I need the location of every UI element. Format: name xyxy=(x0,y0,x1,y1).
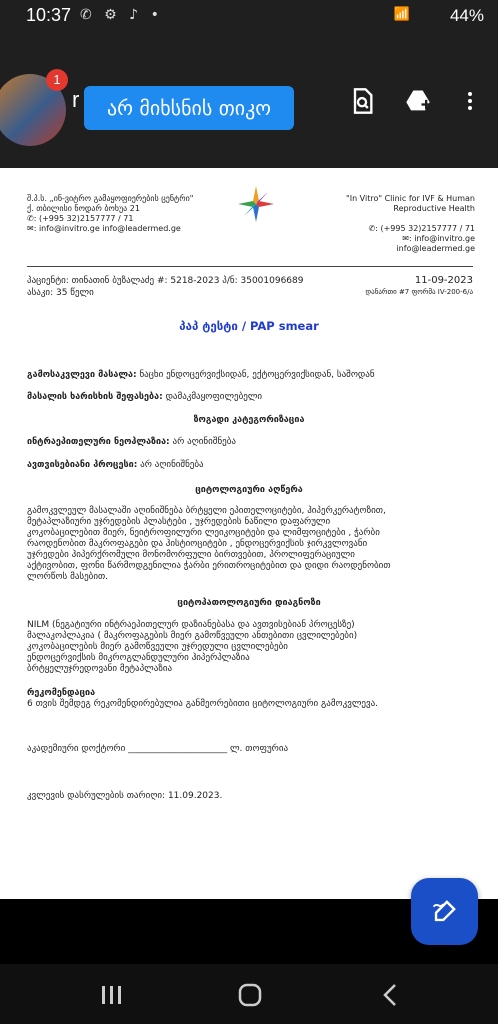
letterhead-line: ✆: (+995 32)2157777 / 71 xyxy=(368,224,475,233)
notification-badge: 1 xyxy=(46,69,68,91)
document-title: r xyxy=(72,87,80,112)
letterhead-line: ✉: info@invitro.ge xyxy=(402,234,475,243)
letterhead-line: ✆: (+995 32)2157777 / 71 xyxy=(27,214,134,223)
report-date: 11-09-2023 xyxy=(414,275,473,286)
home-icon[interactable] xyxy=(235,982,265,1008)
system-navigation-bar xyxy=(0,964,498,1024)
page-title: პაპ ტესტი / PAP smear xyxy=(179,319,319,333)
more-options-icon[interactable] xyxy=(458,87,482,115)
edit-fab[interactable] xyxy=(411,878,478,945)
general-heading: ზოგადი კატეგორიზაცია xyxy=(193,415,305,425)
letterhead-line: ქ. თბილისი ნოდარ ბოხუა 21 xyxy=(27,204,140,213)
diagnosis-heading: ციტოპათოლოგიური დიაგნოზი xyxy=(177,598,321,608)
letterhead-line: "In Vitro" Clinic for IVF & Human xyxy=(346,194,475,203)
letterhead-line: info@leadermed.ge xyxy=(396,244,475,253)
letterhead-line: ✉: info@invitro.ge info@leadermed.ge xyxy=(27,224,181,233)
neoplasia-row: ინტრაეპითელური ნეოპლაზია: არ აღინიშნება xyxy=(27,437,236,447)
tooltip-bubble: არ მიხსნის თიკო xyxy=(84,86,294,130)
viewer-toolbar xyxy=(0,32,498,168)
letterhead-line: შ.პ.ს. „ინ-ვიტრო გამაყოფიერების ცენტრი" xyxy=(27,194,194,203)
wifi-signal-icon: 📶 xyxy=(393,7,410,22)
recommendation-heading: რეკომენდაცია xyxy=(27,688,96,698)
search-in-document-icon[interactable] xyxy=(348,87,376,115)
letterhead-left xyxy=(27,194,193,234)
status-bar xyxy=(0,0,498,32)
cytology-description: გამოკვლეულ მასალაში აღინიშნება ბრტყელი ეპითელოციტები, ჰიპერკერატოზით, მეტაპლაზიური უჯრედების პლასტები , უჯრედების ნაწილი დაფარული კოკობაცილებით მიერ, ნეიტროფილური ლეიკოციტები და ლიმფოციტები , ჭარბი რაოდენობით მაკროფაგები და ჰისტიოციტები , ენდოცერვიქსის ჯირკვლოვანი უჯრედები ჰიპერქრომული მონომორფული ბირთვებით, პროლიფერაციული აქტივობით, ფონი წარმოდგენილია ჭარბი ერითროციტებით და დიდი რაოდენობით ლორწოს მასებით. xyxy=(27,506,391,582)
patient-age: ასაკი: 35 წელი xyxy=(27,288,94,298)
patient-line: პაციენტი: თინათინ ბუზალაძე #: 5218-2023 პ/ნ: 35001096689 xyxy=(27,276,304,286)
back-icon[interactable] xyxy=(376,982,406,1008)
letterhead-right xyxy=(300,194,475,254)
recommendation-text: 6 თვის შემდეგ რეკომენდირებულია განმეორებითი ციტოლოგიური გამოკვლევა. xyxy=(27,699,379,709)
malignant-row: ავთვისებიანი პროცესი: არ აღინიშნება xyxy=(27,460,204,470)
doctor-signature-line: აკადემიური დოქტორი ______________________ ლ. თოფურია xyxy=(27,744,289,754)
clinic-logo-icon xyxy=(236,184,276,224)
status-app-icons: ✆ ⚙ ♪ • xyxy=(80,7,163,23)
battery-level: 44% xyxy=(449,6,484,25)
status-time: 10:37 xyxy=(26,5,72,25)
add-to-drive-icon[interactable] xyxy=(404,87,432,115)
material-row: გამოსაკვლევი მასალა: ნაცხი ენდოცერვიქსიდან, ექტოცერვიქსიდან, საშოდან xyxy=(27,370,375,380)
form-number: დანართი #7 ფორმა IV-200-6/ა xyxy=(365,288,473,296)
completion-date: კვლევის დასრულების თარიღი: 11.09.2023. xyxy=(27,791,223,801)
recent-apps-icon[interactable] xyxy=(97,982,127,1008)
header-divider xyxy=(27,266,473,267)
letterhead-line: Reproductive Health xyxy=(393,204,475,213)
annotate-pen-icon xyxy=(430,897,459,926)
cytology-heading: ციტოლოგიური აღწერა xyxy=(195,485,303,495)
quality-row: მასალის ხარისხის შეფასება: დამაკმაყოფილებელი xyxy=(27,392,263,402)
document-page xyxy=(0,168,498,899)
diagnosis-list: NILM (ნეგატიური ინტრაეპითელურ დაზიანებასა და ავთვისებიან პროცესზე) მალაკოპლაკია ( მაკროფაგების მიერ გამოწვეული ანთებითი ცვლილებები) კოკობაცილების მიერ გამოწვეული უჯრედული ცვლილებები ენდოცერვიქსის მიკროგლანდულური ჰიპერპლაზია ბრტყელუჯრედოვანი მეტაპლაზია xyxy=(27,620,358,674)
